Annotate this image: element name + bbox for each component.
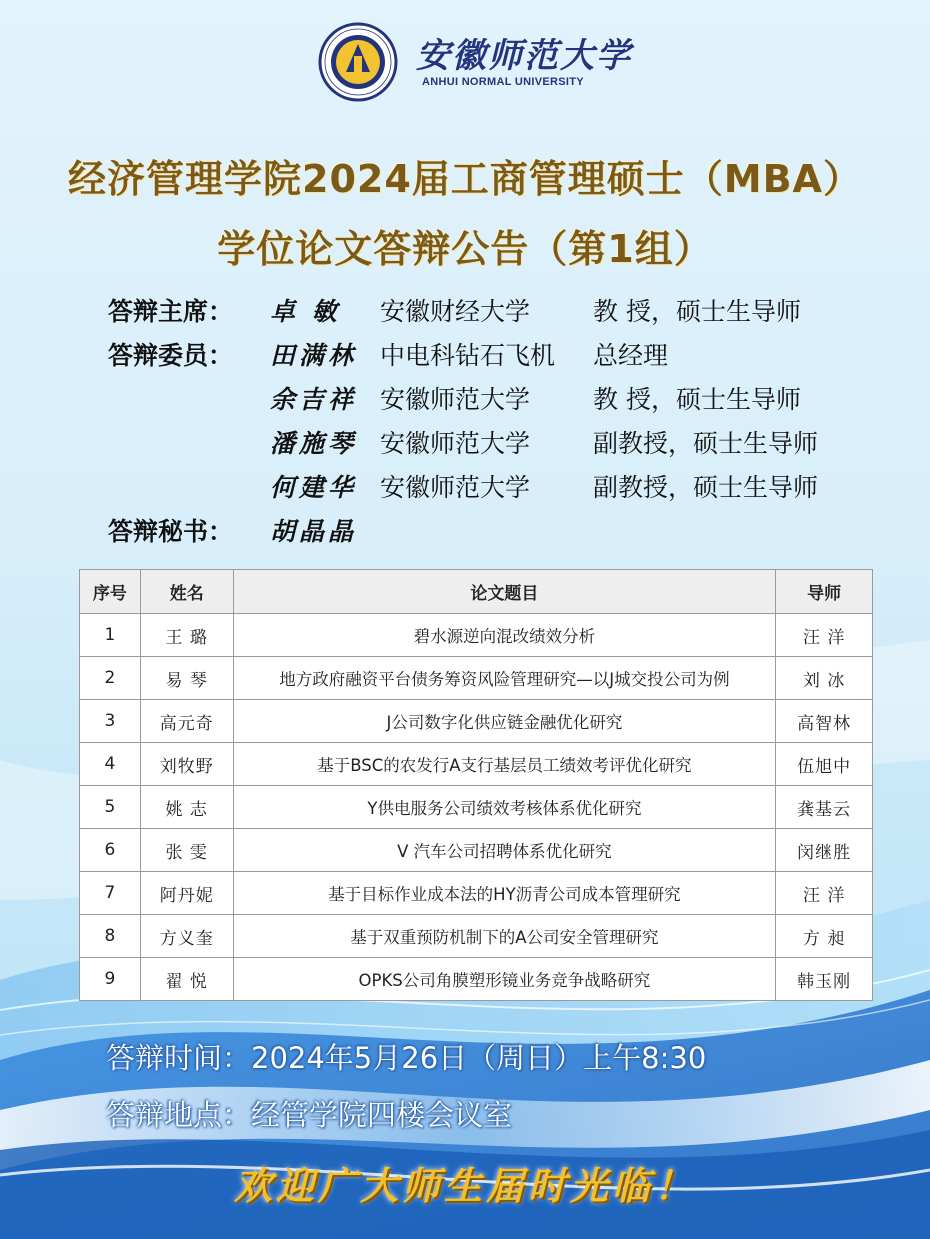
table-row [80, 657, 873, 700]
cell-advisor: 汪 洋 [776, 872, 873, 915]
committee-org: 中电科钻石飞机 [380, 341, 556, 370]
table-row [80, 614, 873, 657]
committee-org: 安徽师范大学 [380, 429, 531, 458]
cell-no: 6 [80, 829, 141, 872]
cell-name: 张 雯 [140, 829, 233, 872]
cell-advisor: 龚基云 [776, 786, 873, 829]
table-row [80, 743, 873, 786]
university-seal-icon [318, 22, 398, 102]
committee-title: 教 授，硕士生导师 [593, 297, 801, 326]
cell-advisor: 刘 冰 [776, 657, 873, 700]
table-row [80, 915, 873, 958]
cell-name: 高元奇 [140, 700, 233, 743]
cell-thesis-title: V 汽车公司招聘体系优化研究 [233, 829, 776, 872]
committee-name: 余吉祥 [270, 385, 358, 414]
cell-advisor: 汪 洋 [776, 614, 873, 657]
table-row [80, 872, 873, 915]
committee-title: 教 授，硕士生导师 [593, 385, 801, 414]
table-row [80, 829, 873, 872]
defense-place: 答辩地点：经管学院四楼会议室 [106, 1098, 513, 1132]
cell-thesis-title: 地方政府融资平台债务筹资风险管理研究—以J城交投公司为例 [233, 657, 776, 700]
cell-thesis-title: OPKS公司角膜塑形镜业务竞争战略研究 [233, 958, 776, 1001]
committee-name: 田满林 [270, 341, 358, 370]
page-title-line1: 经济管理学院2024届工商管理硕士（MBA） [68, 157, 862, 201]
cell-name: 刘牧野 [140, 743, 233, 786]
cell-name: 姚 志 [140, 786, 233, 829]
cell-advisor: 韩玉刚 [776, 958, 873, 1001]
cell-advisor: 方 昶 [776, 915, 873, 958]
cell-name: 方义奎 [140, 915, 233, 958]
university-header [318, 22, 632, 102]
table-row [80, 958, 873, 1001]
university-name-cn: 安徽师范大学 [416, 36, 632, 76]
cell-no: 4 [80, 743, 141, 786]
header-title: 论文题目 [233, 570, 776, 614]
committee-role: 答辩秘书： [108, 517, 234, 546]
university-name-en: ANHUI NORMAL UNIVERSITY [422, 76, 584, 88]
committee-title: 副教授，硕士生导师 [593, 473, 819, 502]
committee-row [108, 466, 868, 510]
header-no: 序号 [80, 570, 141, 614]
welcome-slogan: 欢迎广大师生届时光临！ [233, 1164, 696, 1208]
cell-no: 5 [80, 786, 141, 829]
cell-name: 翟 悦 [140, 958, 233, 1001]
cell-name: 易 琴 [140, 657, 233, 700]
cell-advisor: 高智林 [776, 700, 873, 743]
cell-name: 阿丹妮 [140, 872, 233, 915]
cell-thesis-title: 基于BSC的农发行A支行基层员工绩效考评优化研究 [233, 743, 776, 786]
cell-no: 2 [80, 657, 141, 700]
university-brand [416, 36, 632, 88]
committee-title: 副教授，硕士生导师 [593, 429, 819, 458]
cell-advisor: 闵继胜 [776, 829, 873, 872]
cell-advisor: 伍旭中 [776, 743, 873, 786]
cell-thesis-title: J公司数字化供应链金融优化研究 [233, 700, 776, 743]
table-header-row [80, 570, 873, 614]
committee-name: 胡晶晶 [270, 517, 358, 546]
cell-no: 9 [80, 958, 141, 1001]
committee-row [108, 510, 868, 554]
committee-org: 安徽财经大学 [380, 297, 531, 326]
committee-name: 卓 敏 [270, 297, 341, 326]
committee-row [108, 290, 868, 334]
cell-no: 7 [80, 872, 141, 915]
page-title-line2: 学位论文答辩公告（第1组） [217, 227, 713, 271]
cell-thesis-title: Y供电服务公司绩效考核体系优化研究 [233, 786, 776, 829]
committee-role: 答辩委员： [108, 341, 234, 370]
cell-no: 3 [80, 700, 141, 743]
committee-row [108, 334, 868, 378]
cell-name: 王 璐 [140, 614, 233, 657]
table-row [80, 786, 873, 829]
cell-thesis-title: 基于目标作业成本法的HY沥青公司成本管理研究 [233, 872, 776, 915]
header-name: 姓名 [140, 570, 233, 614]
cell-thesis-title: 碧水源逆向混改绩效分析 [233, 614, 776, 657]
committee-list [108, 290, 868, 554]
committee-name: 何建华 [270, 473, 358, 502]
thesis-table [79, 569, 873, 1001]
header-advisor: 导师 [776, 570, 873, 614]
cell-no: 8 [80, 915, 141, 958]
committee-title: 总经理 [593, 341, 669, 370]
committee-row [108, 422, 868, 466]
committee-role: 答辩主席： [108, 297, 234, 326]
cell-no: 1 [80, 614, 141, 657]
committee-org: 安徽师范大学 [380, 385, 531, 414]
table-row [80, 700, 873, 743]
committee-name: 潘施琴 [270, 429, 358, 458]
committee-row [108, 378, 868, 422]
defense-time: 答辩时间：2024年5月26日（周日）上午8:30 [106, 1041, 707, 1075]
committee-org: 安徽师范大学 [380, 473, 531, 502]
cell-thesis-title: 基于双重预防机制下的A公司安全管理研究 [233, 915, 776, 958]
